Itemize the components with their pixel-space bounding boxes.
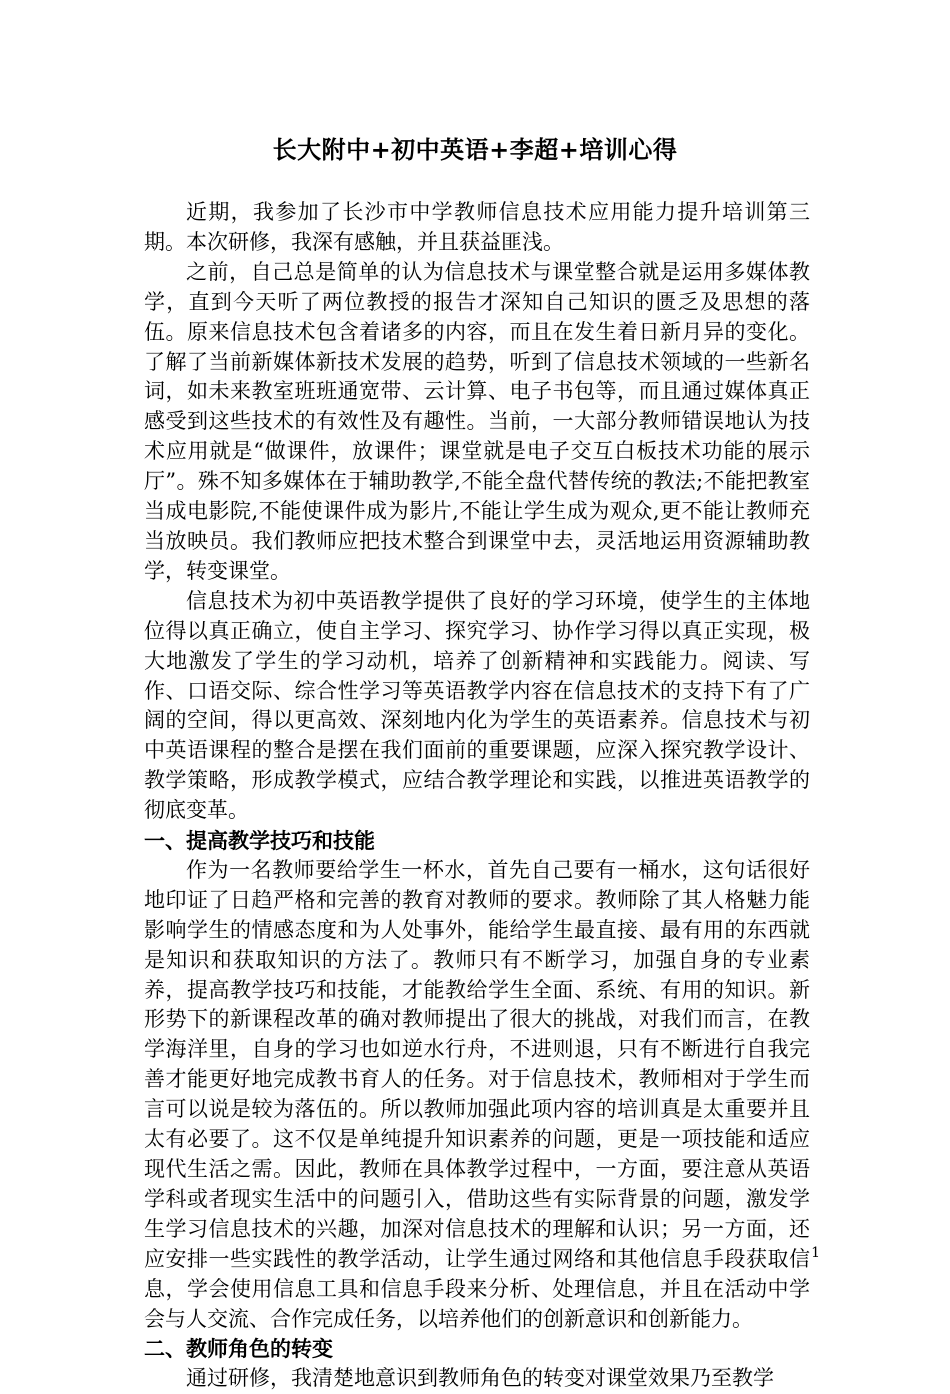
- section-paragraph: 作为一名教师要给学生一杯水，首先自己要有一桶水，这句话很好地印证了日趋严格和完善的教育对教师的要求。教师除了其人格魅力能影响学生的情感态度和为人处事外，能给学生最直接、最有用的东西就是知识和获取知识的方法了。教师只有不断学习，加强自身的专业素养，提高教学技巧和技能，才能教给学生全面、系统、有用的知识。新形势下的新课程改革的确对教师提出了很大的挑战，对我们而言，在教学海洋里，自身的学习也如逆水行舟，不进则退，只有不断进行自我完善才能更好地完成教书育人的任务。对于信息技术，教师相对于学生而言可以说是较为落伍的。所以教师加强此项内容的培训真是太重要并且太有必要了。这不仅是单纯提升知识素养的问题，更是一项技能和适应现代生活之需。因此，教师在具体教学过程中，一方面，要注意从英语学科或者现实生活中的问题引入，借助这些有实际背景的问题，激发学生学习信息技术的兴趣，加深对信息技术的理解和认识；另一方面，还应安排一些实践性的教学活动，让学生通过网络和其他信息手段获取信息，学会使用信息工具和信息手段来分析、处理信息，并且在活动中学会与人交流、合作完成任务，以培养他们的创新意识和创新能力。: [144, 857, 810, 1331]
- section-heading: 一、提高教学技巧和技能: [144, 828, 375, 854]
- section-paragraph: 通过研修，我清楚地意识到教师角色的转变对课堂效果乃至教学: [186, 1366, 774, 1391]
- intro-paragraph: 近期，我参加了长沙市中学教师信息技术应用能力提升培训第三期。本次研修，我深有感触，并且获益匪浅。: [144, 200, 810, 254]
- page-number: 1: [811, 1245, 820, 1261]
- section-heading: 二、教师角色的转变: [144, 1336, 333, 1362]
- document-body: [144, 198, 810, 1394]
- body-paragraph: 信息技术为初中英语教学提供了良好的学习环境，使学生的主体地位得以真正确立，使自主学习、探究学习、协作学习得以真正实现，极大地激发了学生的学习动机，培养了创新精神和实践能力。阅读、写作、口语交际、综合性学习等英语教学内容在信息技术的支持下有了广阔的空间，得以更高效、深刻地内化为学生的英语素养。信息技术与初中英语课程的整合是摆在我们面前的重要课题，应深入探究教学设计、教学策略，形成教学模式，应结合教学理论和实践，以推进英语教学的彻底变革。: [144, 588, 810, 823]
- document-title: 长大附中+初中英语+李超+培训心得: [272, 135, 678, 164]
- body-paragraph: 之前，自己总是简单的认为信息技术与课堂整合就是运用多媒体教学，直到今天听了两位教授的报告才深知自己知识的匮乏及思想的落伍。原来信息技术包含着诸多的内容，而且在发生着日新月异的变化。了解了当前新媒体新技术发展的趋势，听到了信息技术领域的一些新名词，如未来教室班班通宽带、云计算、电子书包等，而且通过媒体真正感受到这些技术的有效性及有趣性。当前，一大部分教师错误地认为技术应用就是“做课件，放课件；课堂就是电子交互白板技术功能的展示厅”。殊不知多媒体在于辅助教学,不能全盘代替传统的教法;不能把教室当成电影院,不能使课件成为影片,不能让学生成为观众,更不能让教师充当放映员。我们教师应把技术整合到课堂中去，灵活地运用资源辅助教学，转变课堂。: [144, 259, 810, 583]
